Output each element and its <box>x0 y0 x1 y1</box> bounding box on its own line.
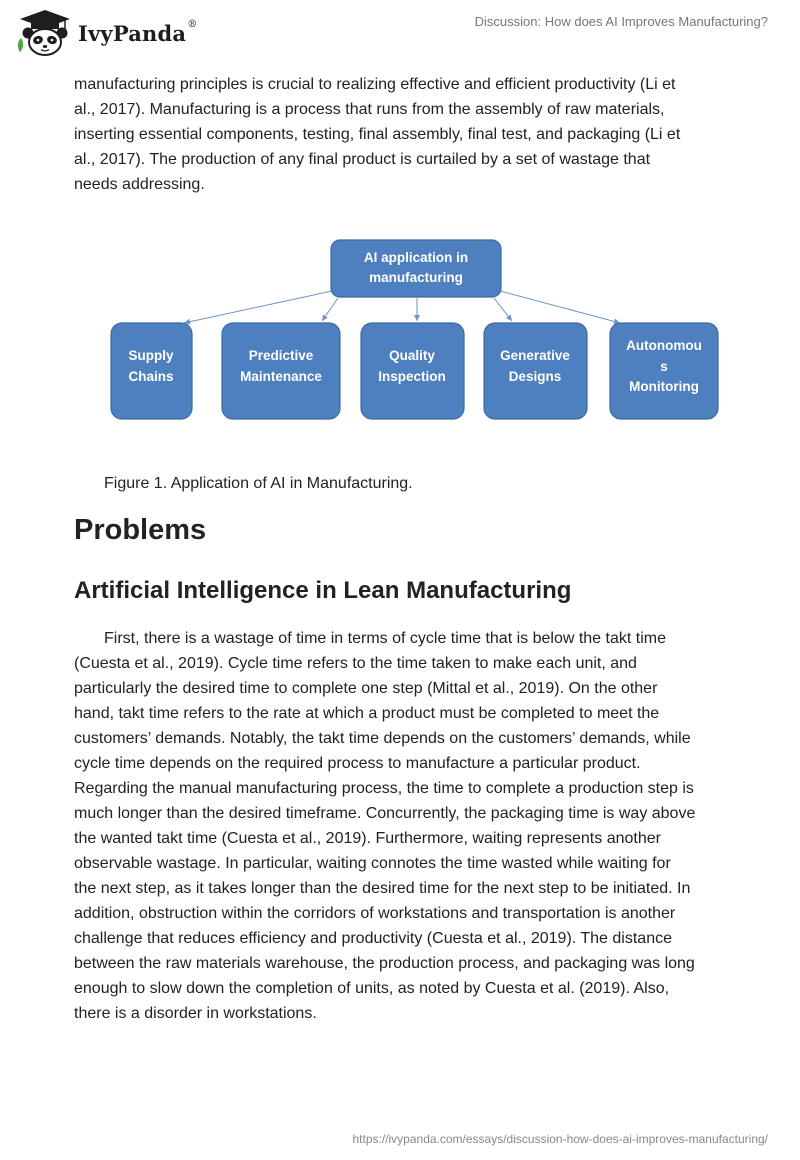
paragraph-line: challenge that reduces efficiency and productivity (Cuesta et al., 2019). The distance <box>74 930 672 947</box>
panda-graduate-icon <box>14 8 76 58</box>
paragraph-line: First, there is a wastage of time in terms of cycle time that is below the takt time <box>104 630 666 647</box>
source-url-link[interactable]: https://ivypanda.com/essays/discussion-how-does-ai-improves-manufacturing/ <box>352 1132 768 1146</box>
figure-caption: Figure 1. Application of AI in Manufacturing. <box>104 475 413 492</box>
node-generative-designs <box>484 323 587 419</box>
paragraph-line: cycle time depends on the required process to manufacture a particular product. <box>74 755 641 772</box>
paragraph-line: particularly the desired time to complete one step (Mittal et al., 2019). On the other <box>74 680 658 697</box>
connector-predictive-maintenance <box>322 298 338 321</box>
node-label-line: s <box>660 359 668 374</box>
paragraph-line: customers’ demands. Notably, the takt time depends on the customers’ demands, while <box>74 730 691 747</box>
paragraph-line: there is a disorder in workstations. <box>74 1005 317 1022</box>
paragraph-line: al., 2017). The production of any final product is curtailed by a set of wastage that <box>74 151 651 168</box>
connector-supply-chains <box>184 291 332 323</box>
node-label-line: Maintenance <box>240 369 322 384</box>
paragraph-line: the next step, as it takes longer than the desired time for the next step to be initiated. In <box>74 880 691 897</box>
document-title: Discussion: How does AI Improves Manufacturing? <box>474 14 768 29</box>
connector-autonomous-monitoring <box>500 291 620 323</box>
root-label-line: manufacturing <box>369 270 463 285</box>
node-predictive-maintenance <box>222 323 340 419</box>
node-label-line: Chains <box>128 369 174 384</box>
page-header <box>0 0 800 70</box>
body-paragraph <box>74 626 734 1026</box>
subsection-heading: Artificial Intelligence in Lean Manufacturing <box>74 577 572 604</box>
paragraph-line: Regarding the manual manufacturing process, the time to complete a production step is <box>74 780 694 797</box>
node-autonomous-monitoring <box>610 323 718 419</box>
paragraph-line: (Cuesta et al., 2019). Cycle time refers to the time taken to make each unit, and <box>74 655 637 672</box>
node-label-line: Supply <box>128 348 174 363</box>
ivypanda-logo[interactable] <box>14 8 214 58</box>
paragraph-line: needs addressing. <box>74 176 205 193</box>
diagram-root-node <box>331 240 501 297</box>
node-label-line: Quality <box>389 348 435 363</box>
paragraph-line: much longer than the desired timeframe. Concurrently, the packaging time is way above <box>74 805 696 822</box>
paragraph-line: the wanted takt time (Cuesta et al., 2019). Furthermore, waiting represents another <box>74 830 661 847</box>
paragraph-line: manufacturing principles is crucial to realizing effective and efficient productivity (Li et <box>74 76 676 93</box>
paragraph-line: al., 2017). Manufacturing is a process that runs from the assembly of raw materials, <box>74 101 665 118</box>
paragraph-line: addition, obstruction within the corridors of workstations and transportation is another <box>74 905 676 922</box>
brand-name: IvyPanda® <box>78 18 198 46</box>
root-label-line: AI application in <box>363 250 469 265</box>
node-label-line: Designs <box>508 369 562 384</box>
intro-paragraph <box>74 72 734 197</box>
node-quality-inspection <box>361 323 464 419</box>
paragraph-line: hand, takt time refers to the rate at which a product must be completed to meet the <box>74 705 660 722</box>
paragraph-line: inserting essential components, testing, final assembly, final test, and packaging (Li et <box>74 126 681 143</box>
ai-applications-diagram <box>100 230 730 430</box>
node-label-line: Monitoring <box>629 379 699 394</box>
node-label-line: Inspection <box>378 369 446 384</box>
node-label-line: Predictive <box>248 348 314 363</box>
node-label-line: Autonomou <box>626 338 702 353</box>
connector-generative-designs <box>494 298 512 321</box>
section-heading-problems: Problems <box>74 514 207 546</box>
node-label-line: Generative <box>500 348 570 363</box>
node-supply-chains <box>111 323 192 419</box>
paragraph-line: observable wastage. In particular, waiting connotes the time wasted while waiting for <box>74 855 671 872</box>
paragraph-line: enough to slow down the completion of units, as noted by Cuesta et al. (2019). Also, <box>74 980 670 997</box>
paragraph-line: between the raw materials warehouse, the production process, and packaging was long <box>74 955 695 972</box>
